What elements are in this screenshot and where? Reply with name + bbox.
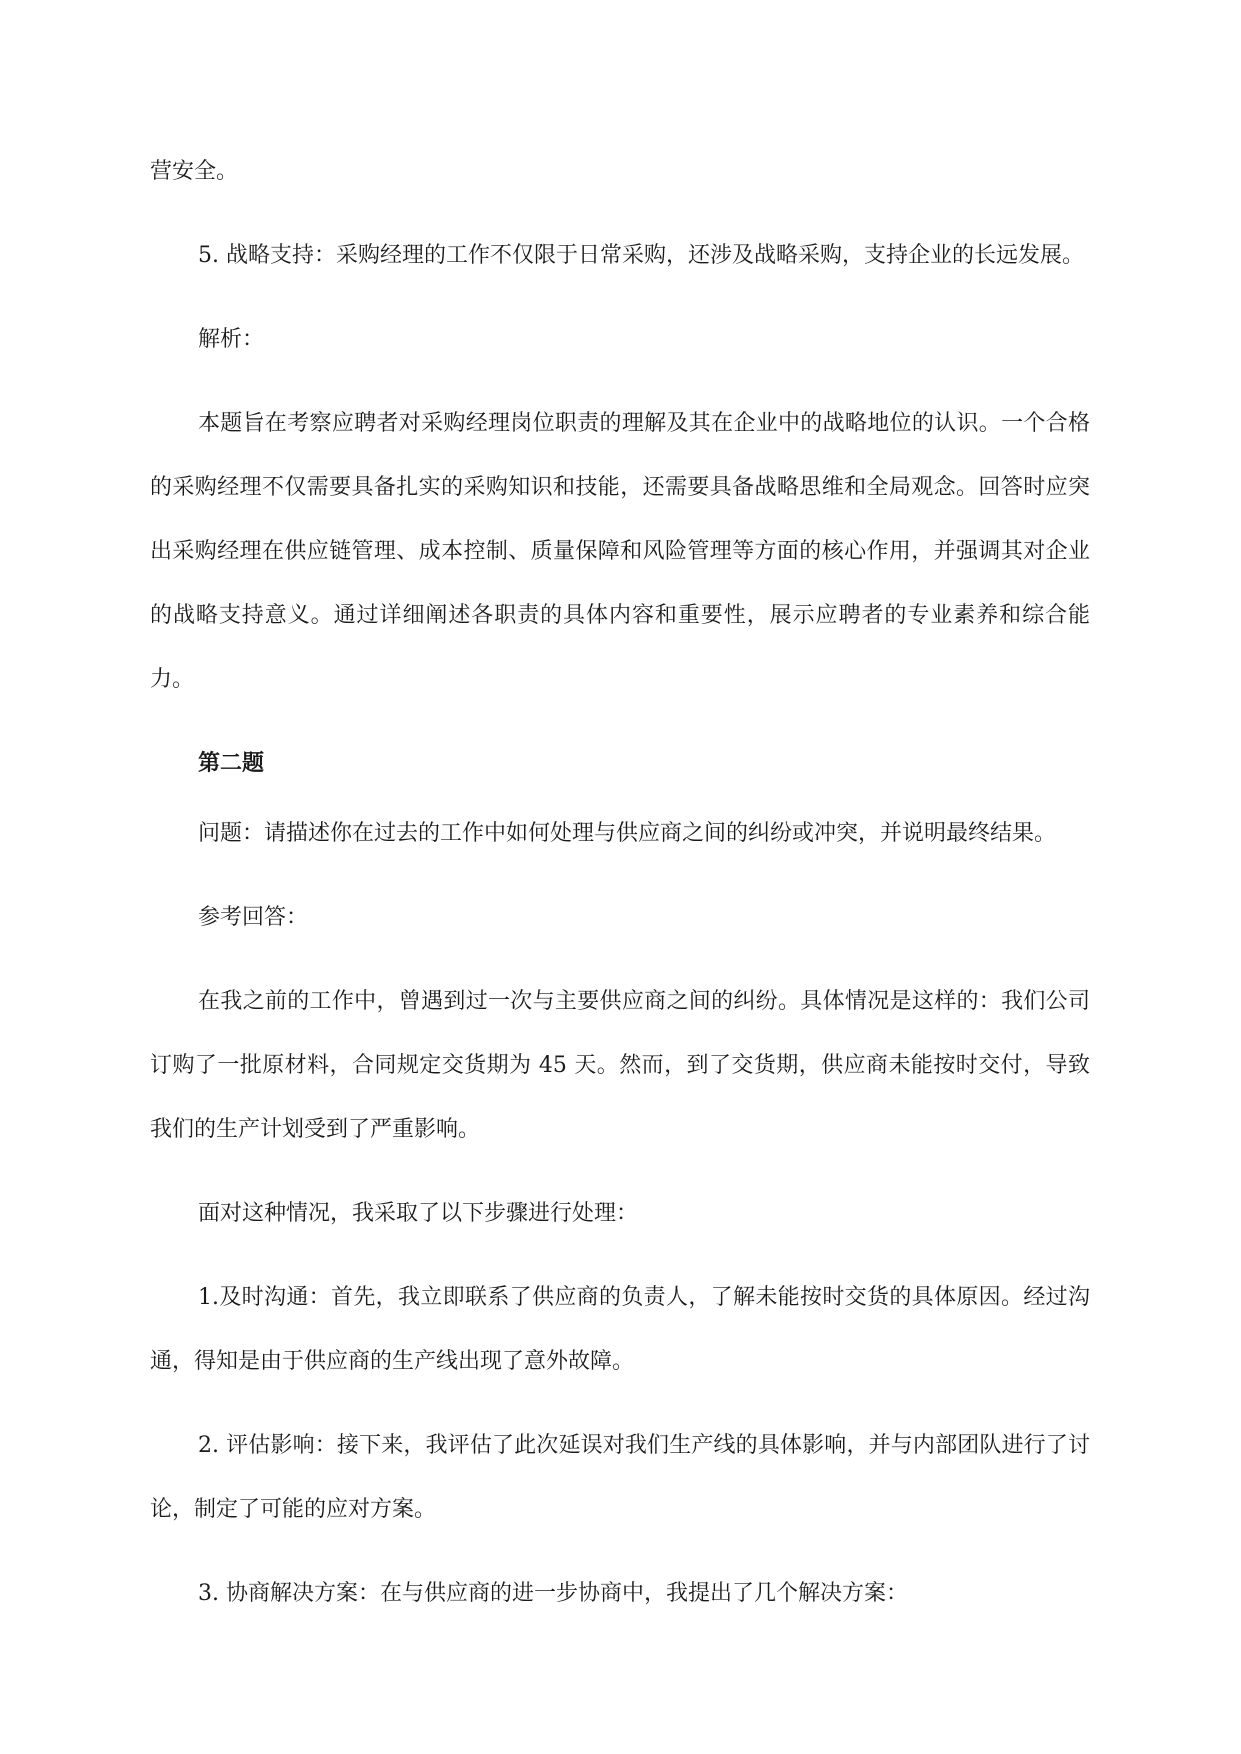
paragraph-question: 问题：请描述你在过去的工作中如何处理与供应商之间的纠纷或冲突，并说明最终结果。 [198, 821, 1057, 846]
document-body [150, 140, 1090, 1646]
paragraph-strategic-support: 5. 战略支持：采购经理的工作不仅限于日常采购，还涉及战略采购，支持企业的长远发展。 [198, 243, 1084, 268]
paragraph-steps-intro: 面对这种情况，我采取了以下步骤进行处理： [198, 1201, 639, 1226]
paragraph-step-1: 1.及时沟通：首先，我立即联系了供应商的负责人，了解未能按时交货的具体原因。经过沟通，得知是由于供应商的生产线出现了意外故障。 [150, 1285, 1090, 1374]
paragraph-analysis-label: 解析： [198, 327, 265, 352]
paragraph-continuation: 营安全。 [150, 159, 239, 184]
paragraph-step-3: 3. 协商解决方案：在与供应商的进一步协商中，我提出了几个解决方案： [198, 1581, 908, 1606]
paragraph-answer-label: 参考回答： [198, 905, 309, 930]
paragraph-answer-body: 在我之前的工作中，曾遇到过一次与主要供应商之间的纠纷。具体情况是这样的：我们公司订购了一批原材料，合同规定交货期为 45 天。然而，到了交货期，供应商未能按时交付，导致我们的生产计划受到了严重影响。 [150, 989, 1090, 1142]
section-heading: 第二题 [198, 751, 265, 776]
paragraph-analysis-body: 本题旨在考察应聘者对采购经理岗位职责的理解及其在企业中的战略地位的认识。一个合格的采购经理不仅需要具备扎实的采购知识和技能，还需要具备战略思维和全局观念。回答时应突出采购经理在供应链管理、成本控制、质量保障和风险管理等方面的核心作用，并强调其对企业的战略支持意义。通过详细阐述各职责的具体内容和重要性，展示应聘者的专业素养和综合能力。 [150, 411, 1090, 692]
paragraph-step-2: 2. 评估影响：接下来，我评估了此次延误对我们生产线的具体影响，并与内部团队进行了讨论，制定了可能的应对方案。 [150, 1433, 1090, 1522]
